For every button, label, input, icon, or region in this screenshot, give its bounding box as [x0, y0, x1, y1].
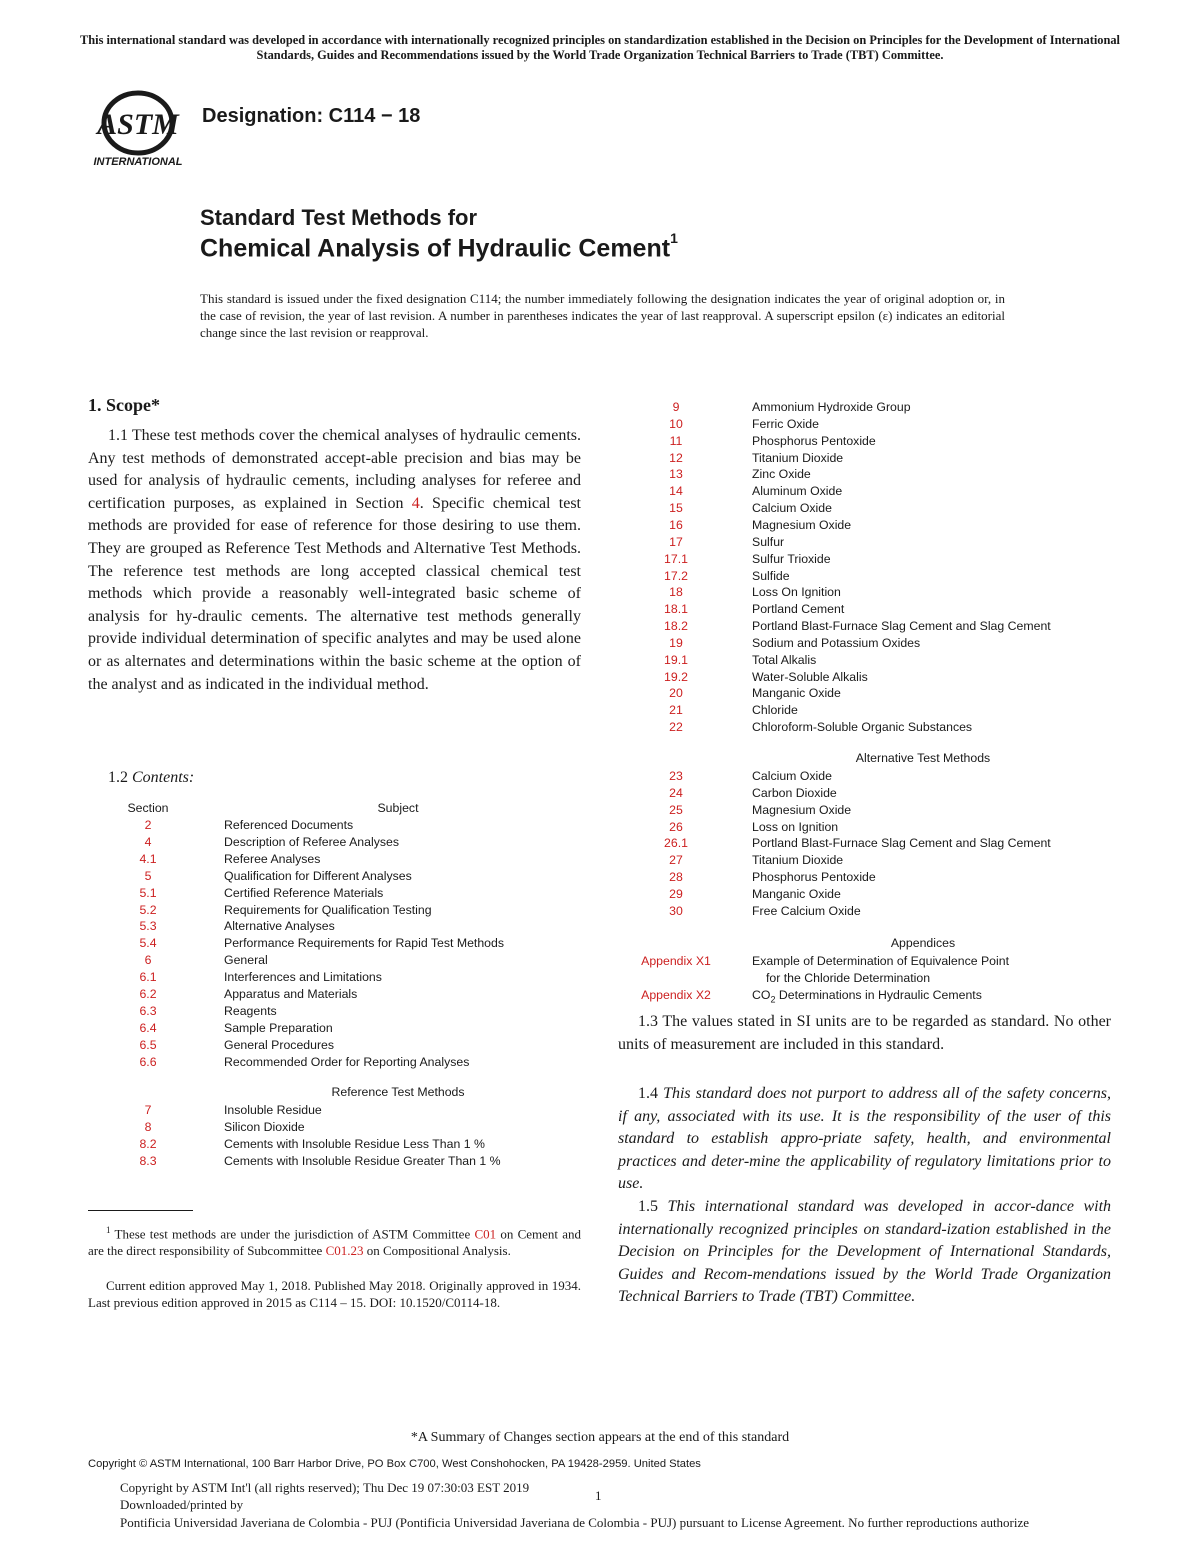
- toc-left-subject: Reagents: [224, 1003, 277, 1018]
- title-text: Chemical Analysis of Hydraulic Cement: [200, 234, 671, 263]
- toc-appendix-x2[interactable]: [618, 987, 1118, 1004]
- toc-left-row[interactable]: [88, 986, 588, 1003]
- toc-right-subject: Phosphorus Pentoxide: [752, 433, 876, 448]
- toc-alternative-subject: Phosphorus Pentoxide: [752, 870, 876, 885]
- toc-right-section-link[interactable]: 13: [669, 467, 683, 482]
- download-printed-by: Downloaded/printed by: [120, 1497, 244, 1512]
- toc-alternative-row[interactable]: [618, 802, 1118, 819]
- toc-left-section-link[interactable]: 6.1: [139, 970, 157, 985]
- toc-reference-section-link[interactable]: 8: [144, 1119, 152, 1134]
- toc-left-section-link[interactable]: 5: [144, 868, 152, 883]
- paragraph-1-4: [618, 1083, 1111, 1196]
- section-4-link[interactable]: 4: [411, 494, 420, 512]
- appendix-x2-subscript: 2: [770, 994, 776, 1005]
- toc-left-section-link[interactable]: 2: [144, 818, 152, 832]
- toc-right-row[interactable]: [618, 551, 1118, 568]
- toc-left-subject: Requirements for Qualification Testing: [224, 902, 432, 917]
- toc-alternative-subject: Loss on Ignition: [752, 819, 839, 834]
- toc-right-row[interactable]: [618, 702, 1118, 719]
- appendix-x2-subject: [752, 987, 982, 1008]
- toc-right-section-link[interactable]: 18.1: [664, 602, 688, 617]
- toc-reference-section-link[interactable]: 8.3: [139, 1153, 157, 1168]
- toc-left-section-link[interactable]: 6: [144, 953, 152, 968]
- paragraph-1-5: [618, 1196, 1111, 1309]
- toc-alternative-section-link[interactable]: 30: [669, 903, 683, 918]
- toc-right-row[interactable]: [618, 568, 1118, 585]
- toc-left-section-link[interactable]: 6.5: [139, 1037, 157, 1052]
- toc-right-row[interactable]: [618, 719, 1118, 736]
- toc-reference-section-link[interactable]: 8.2: [139, 1136, 157, 1151]
- toc-appendix-x1[interactable]: [618, 953, 1118, 970]
- toc-left-subject: Performance Requirements for Rapid Test Methods: [224, 936, 504, 951]
- toc-left-row[interactable]: [88, 834, 588, 851]
- toc-reference-subject: Silicon Dioxide: [224, 1119, 305, 1134]
- toc-reference-subject: Cements with Insoluble Residue Greater Than 1 %: [224, 1153, 501, 1168]
- toc-reference-row[interactable]: [88, 1102, 588, 1119]
- toc-right-section-link[interactable]: 15: [669, 501, 683, 516]
- toc-right-section-link[interactable]: 17.1: [664, 551, 688, 566]
- toc-right-subject: Portland Blast-Furnace Slag Cement and Slag Cement: [752, 619, 1051, 634]
- toc-alternative-section-link[interactable]: 27: [669, 853, 683, 868]
- page-number: 1: [595, 1488, 602, 1503]
- toc-right-subject: Manganic Oxide: [752, 686, 841, 701]
- toc-right-subject: Ferric Oxide: [752, 416, 819, 431]
- toc-left-row[interactable]: [88, 918, 588, 935]
- toc-left-section-link[interactable]: 6.2: [139, 987, 157, 1001]
- toc-left-subject: Sample Preparation: [224, 1020, 333, 1035]
- toc-left-section-link[interactable]: 5.2: [139, 902, 157, 917]
- paragraph-1-2: [88, 768, 581, 788]
- title-line-1: Standard Test Methods for: [200, 205, 478, 230]
- toc-alternative-row[interactable]: [618, 768, 1118, 785]
- toc-alternative-row[interactable]: [618, 819, 1118, 836]
- toc-right-row[interactable]: [618, 450, 1118, 467]
- toc-left-row[interactable]: [88, 851, 588, 868]
- toc-right-subject: Aluminum Oxide: [752, 484, 843, 499]
- toc-left-row[interactable]: [88, 952, 588, 969]
- toc-left-section-link[interactable]: 5.3: [139, 919, 157, 934]
- toc-left-row[interactable]: [88, 817, 588, 834]
- toc-right-section-link[interactable]: 17.2: [664, 568, 688, 583]
- toc-left-subject: Description of Referee Analyses: [224, 834, 399, 849]
- toc-reference-subject: Insoluble Residue: [224, 1103, 322, 1117]
- toc-alternative-subject: Magnesium Oxide: [752, 802, 852, 817]
- paragraph-1-4-number: 1.4: [638, 1085, 658, 1102]
- toc-right-row[interactable]: [618, 584, 1118, 601]
- toc-right-section-link[interactable]: 19: [669, 635, 683, 650]
- toc-left-row[interactable]: [88, 1037, 588, 1054]
- toc-left-subject: Certified Reference Materials: [224, 885, 384, 900]
- toc-right-row[interactable]: [618, 618, 1118, 635]
- paragraph-1-5-text: This international standard was developed in accor-dance with internationally recognized principles on standard-ization established in the Decision on Principles for the Development of International Standards, Guides and Recom-mendations issued by the World Trade Organization Technical Barriers to Trade (TBT) Committee.: [618, 1198, 1112, 1306]
- toc-alternative-section-link[interactable]: 26: [669, 819, 683, 834]
- toc-alternative-subject: Portland Blast-Furnace Slag Cement and Slag Cement: [752, 836, 1051, 851]
- toc-right-subject: Titanium Dioxide: [752, 450, 844, 465]
- toc-left-row[interactable]: [88, 1003, 588, 1020]
- toc-alternative-row[interactable]: [618, 869, 1118, 886]
- toc-right-row[interactable]: [618, 534, 1118, 551]
- toc-alternative-row[interactable]: [618, 852, 1118, 869]
- toc-reference-section-link[interactable]: 7: [144, 1103, 152, 1117]
- toc-right-row[interactable]: [618, 433, 1118, 450]
- title-line-2: [200, 230, 678, 263]
- toc-right-section-link[interactable]: 14: [669, 484, 683, 499]
- toc-right-row[interactable]: [618, 685, 1118, 702]
- toc-right-section-link[interactable]: 22: [669, 720, 683, 735]
- footnote-1-text-a: These test methods are under the jurisdiction of ASTM Committee: [114, 1226, 475, 1242]
- toc-alternative-subject: Manganic Oxide: [752, 886, 841, 901]
- appendix-x2-link[interactable]: Appendix X2: [641, 988, 711, 1002]
- toc-left-subject: General Procedures: [224, 1037, 335, 1052]
- toc-left-subject: Referee Analyses: [224, 851, 321, 866]
- toc-alternative-subject: Titanium Dioxide: [752, 853, 844, 868]
- toc-right-subject: Water-Soluble Alkalis: [752, 669, 868, 684]
- subcommittee-c0123-link[interactable]: C01.23: [325, 1243, 364, 1259]
- footnote-1: [88, 1222, 581, 1259]
- toc-right-subject: Loss On Ignition: [752, 585, 841, 600]
- toc-left-row[interactable]: [88, 902, 588, 919]
- toc-alternative-subject: Free Calcium Oxide: [752, 903, 861, 918]
- contents-label: Contents:: [132, 769, 195, 786]
- toc-right-section-link[interactable]: 12: [669, 450, 683, 465]
- toc-right-row[interactable]: [618, 517, 1118, 534]
- toc-left-section-link[interactable]: 5.1: [139, 885, 157, 900]
- paragraph-1-1-text-b: . Specific chemical test methods are provided for ease of reference for those desiring to use them. They are grouped as Reference Test Methods and Alternative Test Methods. The reference test methods are long accepted classical chemical test methods which provide a reasonably well-integrated basic scheme of analysis for hy-draulic cements. The alternative test methods generally provide individual determination of specific analytes and may be used alone or as alternates and determinations within the basic scheme at the option of the analyst and as indicated in the individual method.: [88, 494, 581, 693]
- toc-right-section-link[interactable]: 10: [669, 416, 683, 431]
- toc-appendices-heading: Appendices: [890, 936, 956, 950]
- toc-left-row[interactable]: [88, 1020, 588, 1037]
- toc-header-section: Section: [127, 801, 169, 815]
- toc-right-column: [618, 399, 1118, 1009]
- toc-right-section-link[interactable]: 19.1: [664, 652, 688, 667]
- toc-reference-row[interactable]: [88, 1119, 588, 1136]
- toc-left-row[interactable]: [88, 1054, 588, 1071]
- toc-right-row[interactable]: [618, 483, 1118, 500]
- toc-left-subject: Recommended Order for Reporting Analyses: [224, 1054, 470, 1069]
- copyright-line: Copyright © ASTM International, 100 Barr Harbor Drive, PO Box C700, West Conshohocken, PA 19428-2959. United States: [88, 1458, 701, 1470]
- toc-right-section-link[interactable]: 18.2: [664, 619, 688, 634]
- toc-right-subject: Sulfur: [752, 534, 785, 549]
- toc-right-subject: Portland Cement: [752, 602, 845, 617]
- toc-alternative-row[interactable]: [618, 835, 1118, 852]
- toc-header-subject: Subject: [377, 801, 419, 815]
- toc-right-subject: Chloride: [752, 703, 798, 718]
- toc-right-subject: Chloroform-Soluble Organic Substances: [752, 720, 973, 735]
- toc-left-row[interactable]: [88, 969, 588, 986]
- toc-appendix-x1-cont: [618, 970, 1118, 987]
- paragraph-1-4-text: This standard does not purport to address all of the safety concerns, if any, associated with its use. It is the responsibility of the user of this standard to establish appro-priate safety, health, and environmental practices and deter-mine the applicability of regulatory limitations prior to use.: [618, 1085, 1112, 1193]
- toc-left-section-link[interactable]: 4.1: [139, 851, 157, 866]
- toc-alternative-subject: Calcium Oxide: [752, 769, 832, 783]
- toc-right-row[interactable]: [618, 500, 1118, 517]
- designation: Designation: C114 − 18: [202, 105, 421, 127]
- toc-alternative-row[interactable]: [618, 886, 1118, 903]
- footnote-1-text-b: on Cement and are the direct responsibility of Subcommittee: [88, 1226, 581, 1259]
- toc-right-section-link[interactable]: 20: [669, 686, 683, 701]
- download-license: Pontificia Universidad Javeriana de Colombia - PUJ (Pontificia Universidad Javeriana de Colombia - PUJ) pursuant to License Agreement. No further reproductions authorize: [120, 1515, 1030, 1530]
- scope-heading: 1. Scope*: [88, 395, 160, 415]
- paragraph-1-2-number: 1.2: [108, 769, 128, 786]
- appendix-x2-co: CO: [752, 988, 771, 1002]
- toc-alternative-row[interactable]: [618, 785, 1118, 802]
- toc-right-section-link[interactable]: 17: [669, 534, 683, 549]
- toc-right-row[interactable]: [618, 466, 1118, 483]
- toc-left-subject: Referenced Documents: [224, 818, 354, 832]
- toc-right-row[interactable]: [618, 399, 1118, 416]
- toc-right-section-link[interactable]: 19.2: [664, 669, 688, 684]
- issue-note: This standard is issued under the fixed designation C114; the number immediately following the designation indicates the year of original adoption or, in the case of revision, the year of last revision. A number in parentheses indicates the year of last reapproval. A superscript epsilon (ε) indicates an editorial change since the last revision or reapproval.: [200, 291, 1005, 340]
- toc-right-section-link[interactable]: 11: [669, 433, 683, 448]
- astm-logo-icon: [88, 85, 188, 170]
- footnote-1-mark: 1: [106, 1225, 111, 1235]
- toc-right-section-link[interactable]: 21: [669, 703, 683, 718]
- toc-alternative-section-link[interactable]: 23: [669, 769, 683, 783]
- committee-c01-link[interactable]: C01: [474, 1226, 497, 1242]
- toc-left-subject: Qualification for Different Analyses: [224, 868, 412, 883]
- toc-alternative-section-link[interactable]: 28: [669, 870, 683, 885]
- appendix-x2-rest: Determinations in Hydraulic Cements: [775, 988, 982, 1002]
- footnote-1-text-c: on Compositional Analysis.: [363, 1243, 511, 1259]
- toc-alternative-row[interactable]: [618, 903, 1118, 920]
- toc-left-section-link[interactable]: 6.4: [139, 1020, 157, 1035]
- toc-right-section-link[interactable]: 16: [669, 517, 683, 532]
- footnote-2: Current edition approved May 1, 2018. Published May 2018. Originally approved in 1934. Last previous edition approved in 2015 as C114 – 15. DOI: 10.1520/C0114-18.: [88, 1278, 581, 1310]
- toc-right-row[interactable]: [618, 601, 1118, 618]
- paragraph-1-1: [88, 425, 581, 696]
- paragraph-1-3: 1.3 The values stated in SI units are to be regarded as standard. No other units of measurement are included in this standard.: [618, 1013, 1111, 1053]
- toc-left-subject: General: [224, 953, 268, 968]
- toc-alternative-section-link[interactable]: 29: [669, 886, 683, 901]
- toc-right-subject: Ammonium Hydroxide Group: [752, 400, 911, 414]
- toc-left-subject: Alternative Analyses: [224, 919, 335, 934]
- toc-left-section-link[interactable]: 6.3: [139, 1003, 157, 1018]
- appendix-x1-link[interactable]: Appendix X1: [641, 954, 711, 968]
- toc-left-column: [88, 800, 581, 1180]
- title-footnote-mark[interactable]: 1: [670, 230, 678, 246]
- top-notice: This international standard was developed in accordance with internationally recognized principles on standardization established in the Decision on Principles for the Development of International Standards, Guides and Recommendations issued by the World Trade Organization Technical Barriers to Trade (TBT) Committee.: [79, 33, 1121, 62]
- toc-reference-heading: Reference Test Methods: [331, 1085, 465, 1099]
- toc-right-row[interactable]: [618, 635, 1118, 652]
- toc-alternative-section-link[interactable]: 24: [669, 785, 683, 800]
- toc-right-section-link[interactable]: 9: [672, 400, 680, 414]
- toc-left-section-link[interactable]: 6.6: [139, 1054, 157, 1069]
- toc-left-row[interactable]: [88, 885, 588, 902]
- footnote-rule: [88, 1210, 193, 1211]
- toc-right-subject: Zinc Oxide: [752, 467, 811, 482]
- summary-of-changes-note: *A Summary of Changes section appears at the end of this standard: [410, 1430, 790, 1445]
- toc-header: [88, 800, 581, 817]
- toc-left-section-link[interactable]: 5.4: [139, 936, 157, 951]
- paragraph-1-5-number: 1.5: [638, 1198, 658, 1215]
- toc-reference-row[interactable]: [88, 1153, 588, 1170]
- toc-reference-row[interactable]: [88, 1136, 588, 1153]
- toc-right-row[interactable]: [618, 669, 1118, 686]
- toc-right-row[interactable]: [618, 652, 1118, 669]
- toc-right-subject: Total Alkalis: [752, 652, 817, 667]
- svg-text:INTERNATIONAL: INTERNATIONAL: [93, 156, 183, 168]
- toc-right-subject: Calcium Oxide: [752, 501, 832, 516]
- toc-reference-subject: Cements with Insoluble Residue Less Than 1 %: [224, 1136, 485, 1151]
- svg-text:ASTM: ASTM: [97, 108, 179, 141]
- toc-right-section-link[interactable]: 18: [669, 585, 683, 600]
- toc-alternative-section-link[interactable]: 25: [669, 802, 683, 817]
- toc-right-row[interactable]: [618, 416, 1118, 433]
- toc-left-row[interactable]: [88, 935, 588, 952]
- paragraph-1-1-text-a: 1.1 These test methods cover the chemical analyses of hydraulic cements. Any test methods of demonstrated accept-able precision and bias may be used for analysis of hydraulic cements, including analyses for referee and certification purposes, as explained in Section: [88, 427, 581, 512]
- download-copyright: Copyright by ASTM Int'l (all rights reserved); Thu Dec 19 07:30:03 EST 2019: [120, 1480, 530, 1495]
- toc-right-subject: Sulfide: [752, 568, 790, 583]
- toc-left-row[interactable]: [88, 868, 588, 885]
- toc-left-subject: Interferences and Limitations: [224, 970, 382, 985]
- toc-right-subject: Magnesium Oxide: [752, 517, 852, 532]
- toc-left-section-link[interactable]: 4: [144, 834, 152, 849]
- appendix-x1-subject-cont: for the Chloride Determination: [766, 971, 931, 985]
- toc-left-subject: Apparatus and Materials: [224, 987, 358, 1001]
- astm-logo: [88, 85, 188, 170]
- toc-alternative-subject: Carbon Dioxide: [752, 785, 837, 800]
- appendix-x1-subject: Example of Determination of Equivalence Point: [752, 954, 1010, 968]
- toc-right-subject: Sulfur Trioxide: [752, 551, 831, 566]
- toc-alternative-section-link[interactable]: 26.1: [664, 836, 688, 851]
- toc-alternative-heading: Alternative Test Methods: [855, 751, 991, 765]
- toc-right-subject: Sodium and Potassium Oxides: [752, 635, 921, 650]
